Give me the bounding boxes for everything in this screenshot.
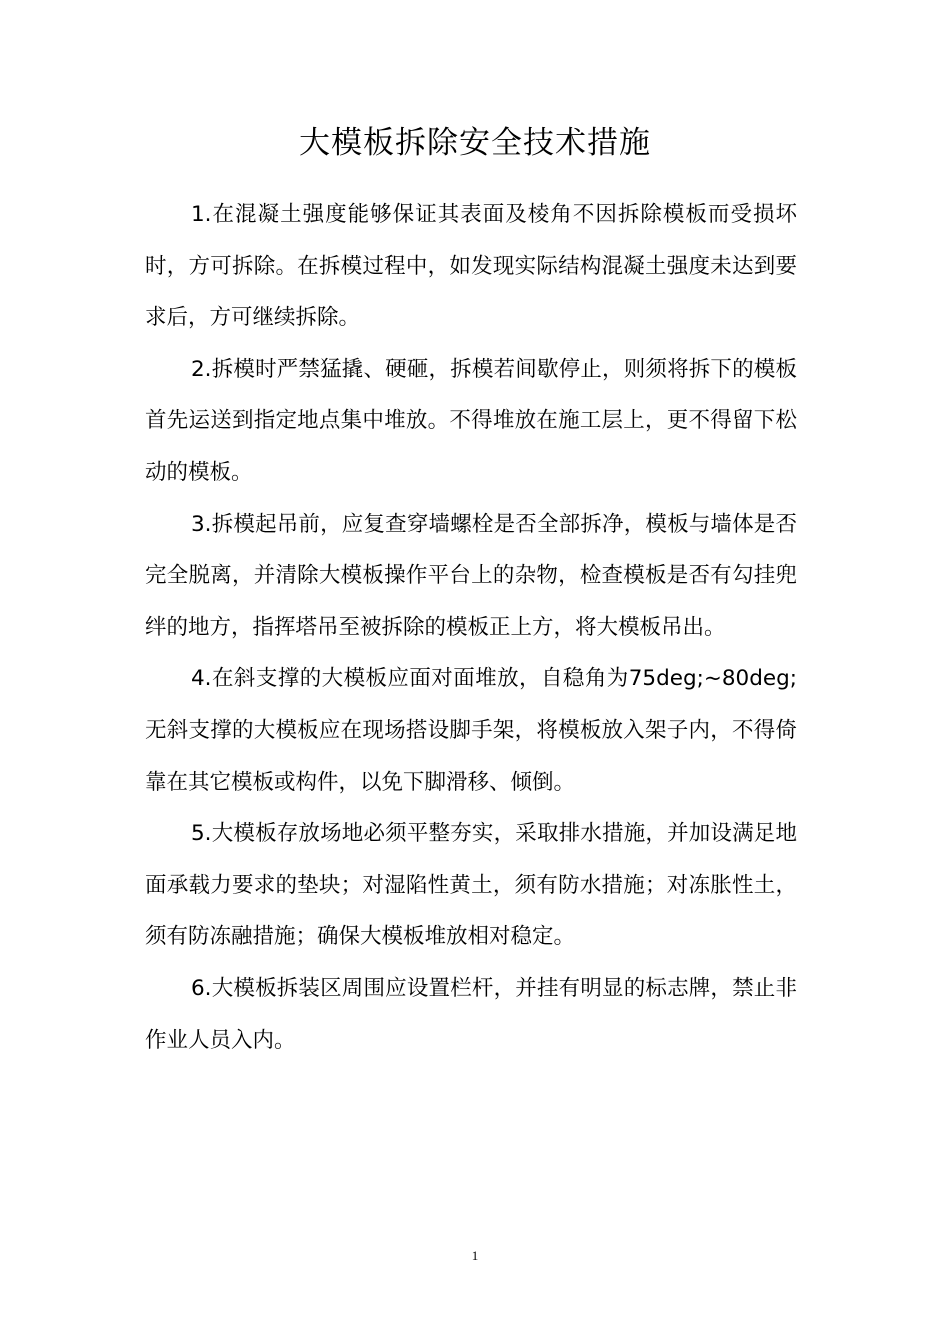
document-title: 大模板拆除安全技术措施 — [299, 125, 651, 161]
paragraph-6: 6.大模板拆装区周围应设置栏杆，并挂有明显的标志牌，禁止非作业人员入内。 — [145, 975, 797, 1053]
paragraph-2: 2.拆模时严禁猛撬、硬砸，拆模若间歇停止，则须将拆下的模板首先运送到指定地点集中堆放。不得堆放在施工层上，更不得留下松动的模板。 — [145, 356, 797, 485]
paragraph-5: 5.大模板存放场地必须平整夯实，采取排水措施，并加设满足地面承载力要求的垫块；对湿陷性黄土，须有防水措施；对冻胀性土，须有防冻融措施；确保大模板堆放相对稳定。 — [145, 821, 797, 950]
paragraph-3: 3.拆模起吊前，应复查穿墙螺栓是否全部拆净，模板与墙体是否完全脱离，并清除大模板操作平台上的杂物，检查模板是否有勾挂兜绊的地方，指挥塔吊至被拆除的模板正上方，将大模板吊出。 — [145, 511, 797, 640]
paragraph-1: 1.在混凝土强度能够保证其表面及棱角不因拆除模板而受损坏时，方可拆除。在拆模过程中，如发现实际结构混凝土强度未达到要求后，方可继续拆除。 — [145, 202, 797, 331]
paragraph-4: 4.在斜支撑的大模板应面对面堆放，自稳角为75deg;~80deg;无斜支撑的大模板应在现场搭设脚手架，将模板放入架子内，不得倚靠在其它模板或构件，以免下脚滑移、倾倒。 — [145, 666, 797, 795]
page-number: 1 — [471, 1248, 479, 1263]
document-body — [145, 189, 797, 1066]
